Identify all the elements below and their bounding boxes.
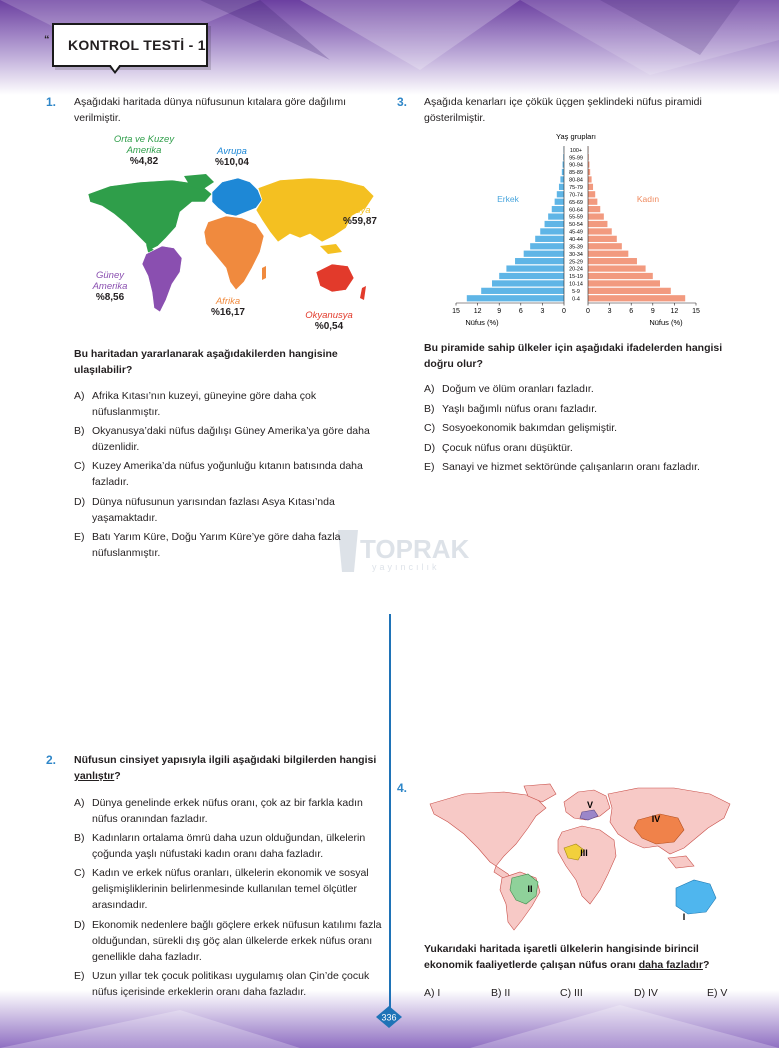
age-label-100+: 100+: [569, 147, 583, 154]
page-number: 336: [381, 1012, 397, 1023]
bar-kadin-10-14: [588, 280, 660, 286]
label-south-america: Güney Amerika %8,56: [92, 270, 128, 303]
bar-erkek-20-24: [506, 265, 564, 271]
age-label-45-49: 45-49: [569, 229, 583, 236]
q2-option-d[interactable]: D) Ekonomik nedenlere bağlı göçlere erkek nüfusun katılımı fazla olduğundan, sürekli dış göç alan ülkelerde erkek nüfus oranı genellikle daha fazladır.: [74, 919, 382, 963]
q4-number: 4.: [397, 781, 408, 795]
page-number-badge: [376, 1006, 402, 1028]
age-label-65-69: 65-69: [569, 199, 583, 206]
bar-erkek-75-79: [559, 184, 564, 190]
q3-option-b[interactable]: B) Yaşlı bağımlı nüfus oranı fazladır.: [424, 403, 598, 415]
age-label-90-94: 90-94: [569, 162, 583, 169]
bar-kadin-5-9: [588, 288, 671, 294]
bar-erkek-85-89: [562, 169, 564, 175]
age-label-15-19: 15-19: [569, 274, 583, 281]
bar-kadin-40-44: [588, 236, 617, 242]
x-tick-label-left-6: 6: [518, 308, 523, 315]
bar-erkek-25-29: [515, 258, 564, 264]
q1-option-d[interactable]: D) Dünya nüfusunun yarısından fazlası Asya Kıtası’nda yaşamaktadır.: [74, 496, 335, 524]
bar-erkek-30-34: [524, 251, 564, 257]
label-asia: Asya %59,87: [343, 205, 377, 227]
bar-kadin-15-19: [588, 273, 653, 279]
age-label-25-29: 25-29: [569, 259, 583, 266]
south-america-shape: [142, 246, 182, 312]
q1-option-a[interactable]: A) Afrika Kıtası’nın kuzeyi, güneyine göre daha çok nüfuslanmıştır.: [74, 390, 317, 418]
age-label-55-59: 55-59: [569, 214, 583, 221]
x-tick-label-left-15: 15: [452, 308, 460, 315]
bar-kadin-50-54: [588, 221, 607, 227]
q3-option-e[interactable]: E) Sanayi ve hizmet sektöründe çalışanların oranı fazladır.: [424, 461, 700, 473]
q2-option-a[interactable]: A) Dünya genelinde erkek nüfus oranı, çok az bir farkla kadın nüfus oranından fazladır.: [74, 797, 363, 825]
bar-kadin-45-49: [588, 228, 612, 234]
bar-kadin-65-69: [588, 199, 597, 205]
x-tick-label-left-9: 9: [497, 308, 502, 315]
north-america-shape: [88, 180, 212, 250]
bar-kadin-80-84: [588, 176, 592, 182]
age-label-85-89: 85-89: [569, 170, 583, 177]
test-title: KONTROL TESTİ - 1: [68, 37, 206, 53]
legend-erkek: Erkek: [497, 194, 519, 204]
southeast-asia-islands: [320, 244, 342, 254]
q2-option-b[interactable]: B) Kadınların ortalama ömrü daha uzun olduğundan, ülkelerin çoğunda yaşlı nüfustaki kadın oranı daha fazladır.: [74, 832, 366, 860]
age-label-80-84: 80-84: [569, 177, 583, 184]
age-label-20-24: 20-24: [569, 266, 583, 273]
bar-erkek-55-59: [548, 213, 564, 219]
oceania-shape: [316, 264, 354, 292]
europe-shape: [212, 178, 262, 216]
x-tick-label-left-0: 0: [562, 308, 566, 315]
bar-kadin-55-59: [588, 213, 604, 219]
bar-erkek-70-74: [557, 191, 564, 197]
q2-option-c[interactable]: C) Kadın ve erkek nüfus oranları, ülkelerin ekonomik ve sosyal gelişmişliklerinin belirlenmesinde kullanılan temel ölçütler arasındadır.: [74, 867, 369, 911]
q4-option-a[interactable]: A) I: [424, 987, 441, 999]
q1-option-b[interactable]: B) Okyanusya’daki nüfus dağılışı Güney Amerika’ya göre daha düzenlidir.: [74, 425, 370, 453]
q4-question: Yukarıdaki haritada işaretli ülkelerin hangisinde birincil ekonomik faaliyetlerde çalışan nüfus oranı daha fazladır?: [424, 943, 710, 971]
age-label-75-79: 75-79: [569, 184, 583, 191]
bar-kadin-25-29: [588, 258, 637, 264]
q4-option-b[interactable]: B) II: [491, 987, 511, 999]
marker-ii: II: [527, 884, 533, 894]
q2-option-e[interactable]: E) Uzun yıllar tek çocuk politikası uygulamış olan Çin’de çocuk nüfus içerisinde erkeklerin oranı daha fazladır.: [74, 970, 370, 998]
bar-erkek-35-39: [530, 243, 564, 249]
age-label-50-54: 50-54: [569, 222, 583, 229]
q1-question: Bu haritadan yararlanarak aşağıdakilerden hangisine ulaşılabilir?: [74, 348, 338, 376]
bar-kadin-85-89: [588, 169, 590, 175]
x-axis-label-left: Nüfus (%): [465, 318, 499, 327]
x-tick-label-left-12: 12: [473, 308, 482, 315]
x-tick-label-left-3: 3: [540, 308, 545, 315]
pyramid-title: Yaş grupları: [556, 132, 596, 141]
x-tick-label-right-9: 9: [650, 308, 655, 315]
q4-question-emphasis: daha fazladır: [638, 959, 703, 971]
age-label-70-74: 70-74: [569, 192, 583, 199]
test-title-box: [52, 23, 208, 67]
bar-kadin-0-4: [588, 295, 685, 301]
new-zealand-shape: [360, 286, 366, 300]
q4-option-d[interactable]: D) IV: [634, 987, 658, 999]
q3-population-pyramid: [452, 128, 700, 330]
bar-kadin-70-74: [588, 191, 595, 197]
bar-kadin-30-34: [588, 251, 628, 257]
q3-number: 3.: [397, 95, 408, 109]
q1-option-c[interactable]: C) Kuzey Amerika’da nüfus yoğunluğu kıtanın batısında daha fazladır.: [74, 460, 363, 488]
marker-iii: III: [580, 848, 588, 858]
legend-kadin: Kadın: [636, 194, 660, 204]
watermark-brand: TOPRAK: [360, 534, 470, 564]
q2-stem: Nüfusun cinsiyet yapısıyla ilgili aşağıdaki bilgilerden hangisi yanlıştır?: [74, 754, 377, 782]
bar-kadin-20-24: [588, 265, 646, 271]
age-label-95-99: 95-99: [569, 155, 583, 162]
age-label-0-4: 0-4: [572, 296, 580, 303]
bar-kadin-35-39: [588, 243, 622, 249]
africa-shape: [204, 216, 264, 290]
bar-erkek-65-69: [555, 199, 564, 205]
bar-erkek-0-4: [467, 295, 564, 301]
bar-erkek-50-54: [545, 221, 564, 227]
age-label-10-14: 10-14: [569, 281, 583, 288]
q3-option-a[interactable]: A) Doğum ve ölüm oranları fazladır.: [424, 383, 594, 395]
x-tick-label-right-6: 6: [629, 308, 634, 315]
x-tick-label-right-3: 3: [607, 308, 612, 315]
age-label-35-39: 35-39: [569, 244, 583, 251]
q3-stem: Aşağıda kenarları içe çökük üçgen şeklindeki nüfus piramidi gösterilmiştir.: [424, 96, 702, 124]
x-tick-label-right-0: 0: [586, 308, 590, 315]
q2-stem-emphasis: yanlıştır: [74, 770, 115, 782]
bar-erkek-40-44: [535, 236, 564, 242]
title-callout-tail-fill: [110, 64, 120, 71]
q1-stem: Aşağıdaki haritada dünya nüfusunun kıtalara göre dağılımı verilmiştir.: [74, 96, 347, 124]
bar-erkek-45-49: [540, 228, 564, 234]
marker-iv: IV: [651, 814, 661, 824]
label-oceania: Okyanusya %0,54: [305, 310, 353, 332]
q4-option-c[interactable]: C) III: [560, 987, 583, 999]
marker-i: I: [682, 912, 686, 922]
madagascar-shape: [262, 266, 266, 280]
x-tick-label-right-12: 12: [670, 308, 679, 315]
q1-number: 1.: [46, 95, 57, 109]
bar-erkek-60-64: [552, 206, 564, 212]
title-quote-mark: “: [44, 34, 50, 46]
x-tick-label-right-15: 15: [692, 308, 700, 315]
q3-option-c[interactable]: C) Sosyoekonomik bakımdan gelişmiştir.: [424, 422, 618, 434]
q2-number: 2.: [46, 753, 57, 767]
bar-erkek-80-84: [560, 176, 564, 182]
q3-option-d[interactable]: D) Çocuk nüfus oranı düşüktür.: [424, 442, 573, 454]
bar-erkek-15-19: [499, 273, 564, 279]
label-north-america: Orta ve Kuzey Amerika %4,82: [113, 134, 175, 167]
age-label-40-44: 40-44: [569, 236, 583, 243]
bar-kadin-60-64: [588, 206, 600, 212]
bar-erkek-10-14: [492, 280, 564, 286]
column-divider: [389, 614, 391, 1014]
label-europe: Avrupa %10,04: [215, 146, 249, 168]
label-africa: Afrika %16,17: [211, 296, 245, 318]
q4-world-map: [424, 782, 736, 932]
q4-option-e[interactable]: E) V: [707, 987, 728, 999]
q3-question: Bu piramide sahip ülkeler için aşağıdaki ifadelerden hangisi doğru olur?: [424, 342, 723, 370]
age-label-60-64: 60-64: [569, 207, 583, 214]
bar-erkek-5-9: [481, 288, 564, 294]
q1-option-e[interactable]: E) Batı Yarım Küre, Doğu Yarım Küre’ye göre daha fazla nüfuslanmıştır.: [74, 531, 341, 559]
marker-v: V: [586, 800, 594, 810]
x-axis-label-right: Nüfus (%): [649, 318, 683, 327]
age-label-30-34: 30-34: [569, 251, 583, 258]
bar-kadin-75-79: [588, 184, 593, 190]
watermark-sub: yayıncılık: [372, 562, 440, 572]
age-label-5-9: 5-9: [572, 288, 580, 295]
